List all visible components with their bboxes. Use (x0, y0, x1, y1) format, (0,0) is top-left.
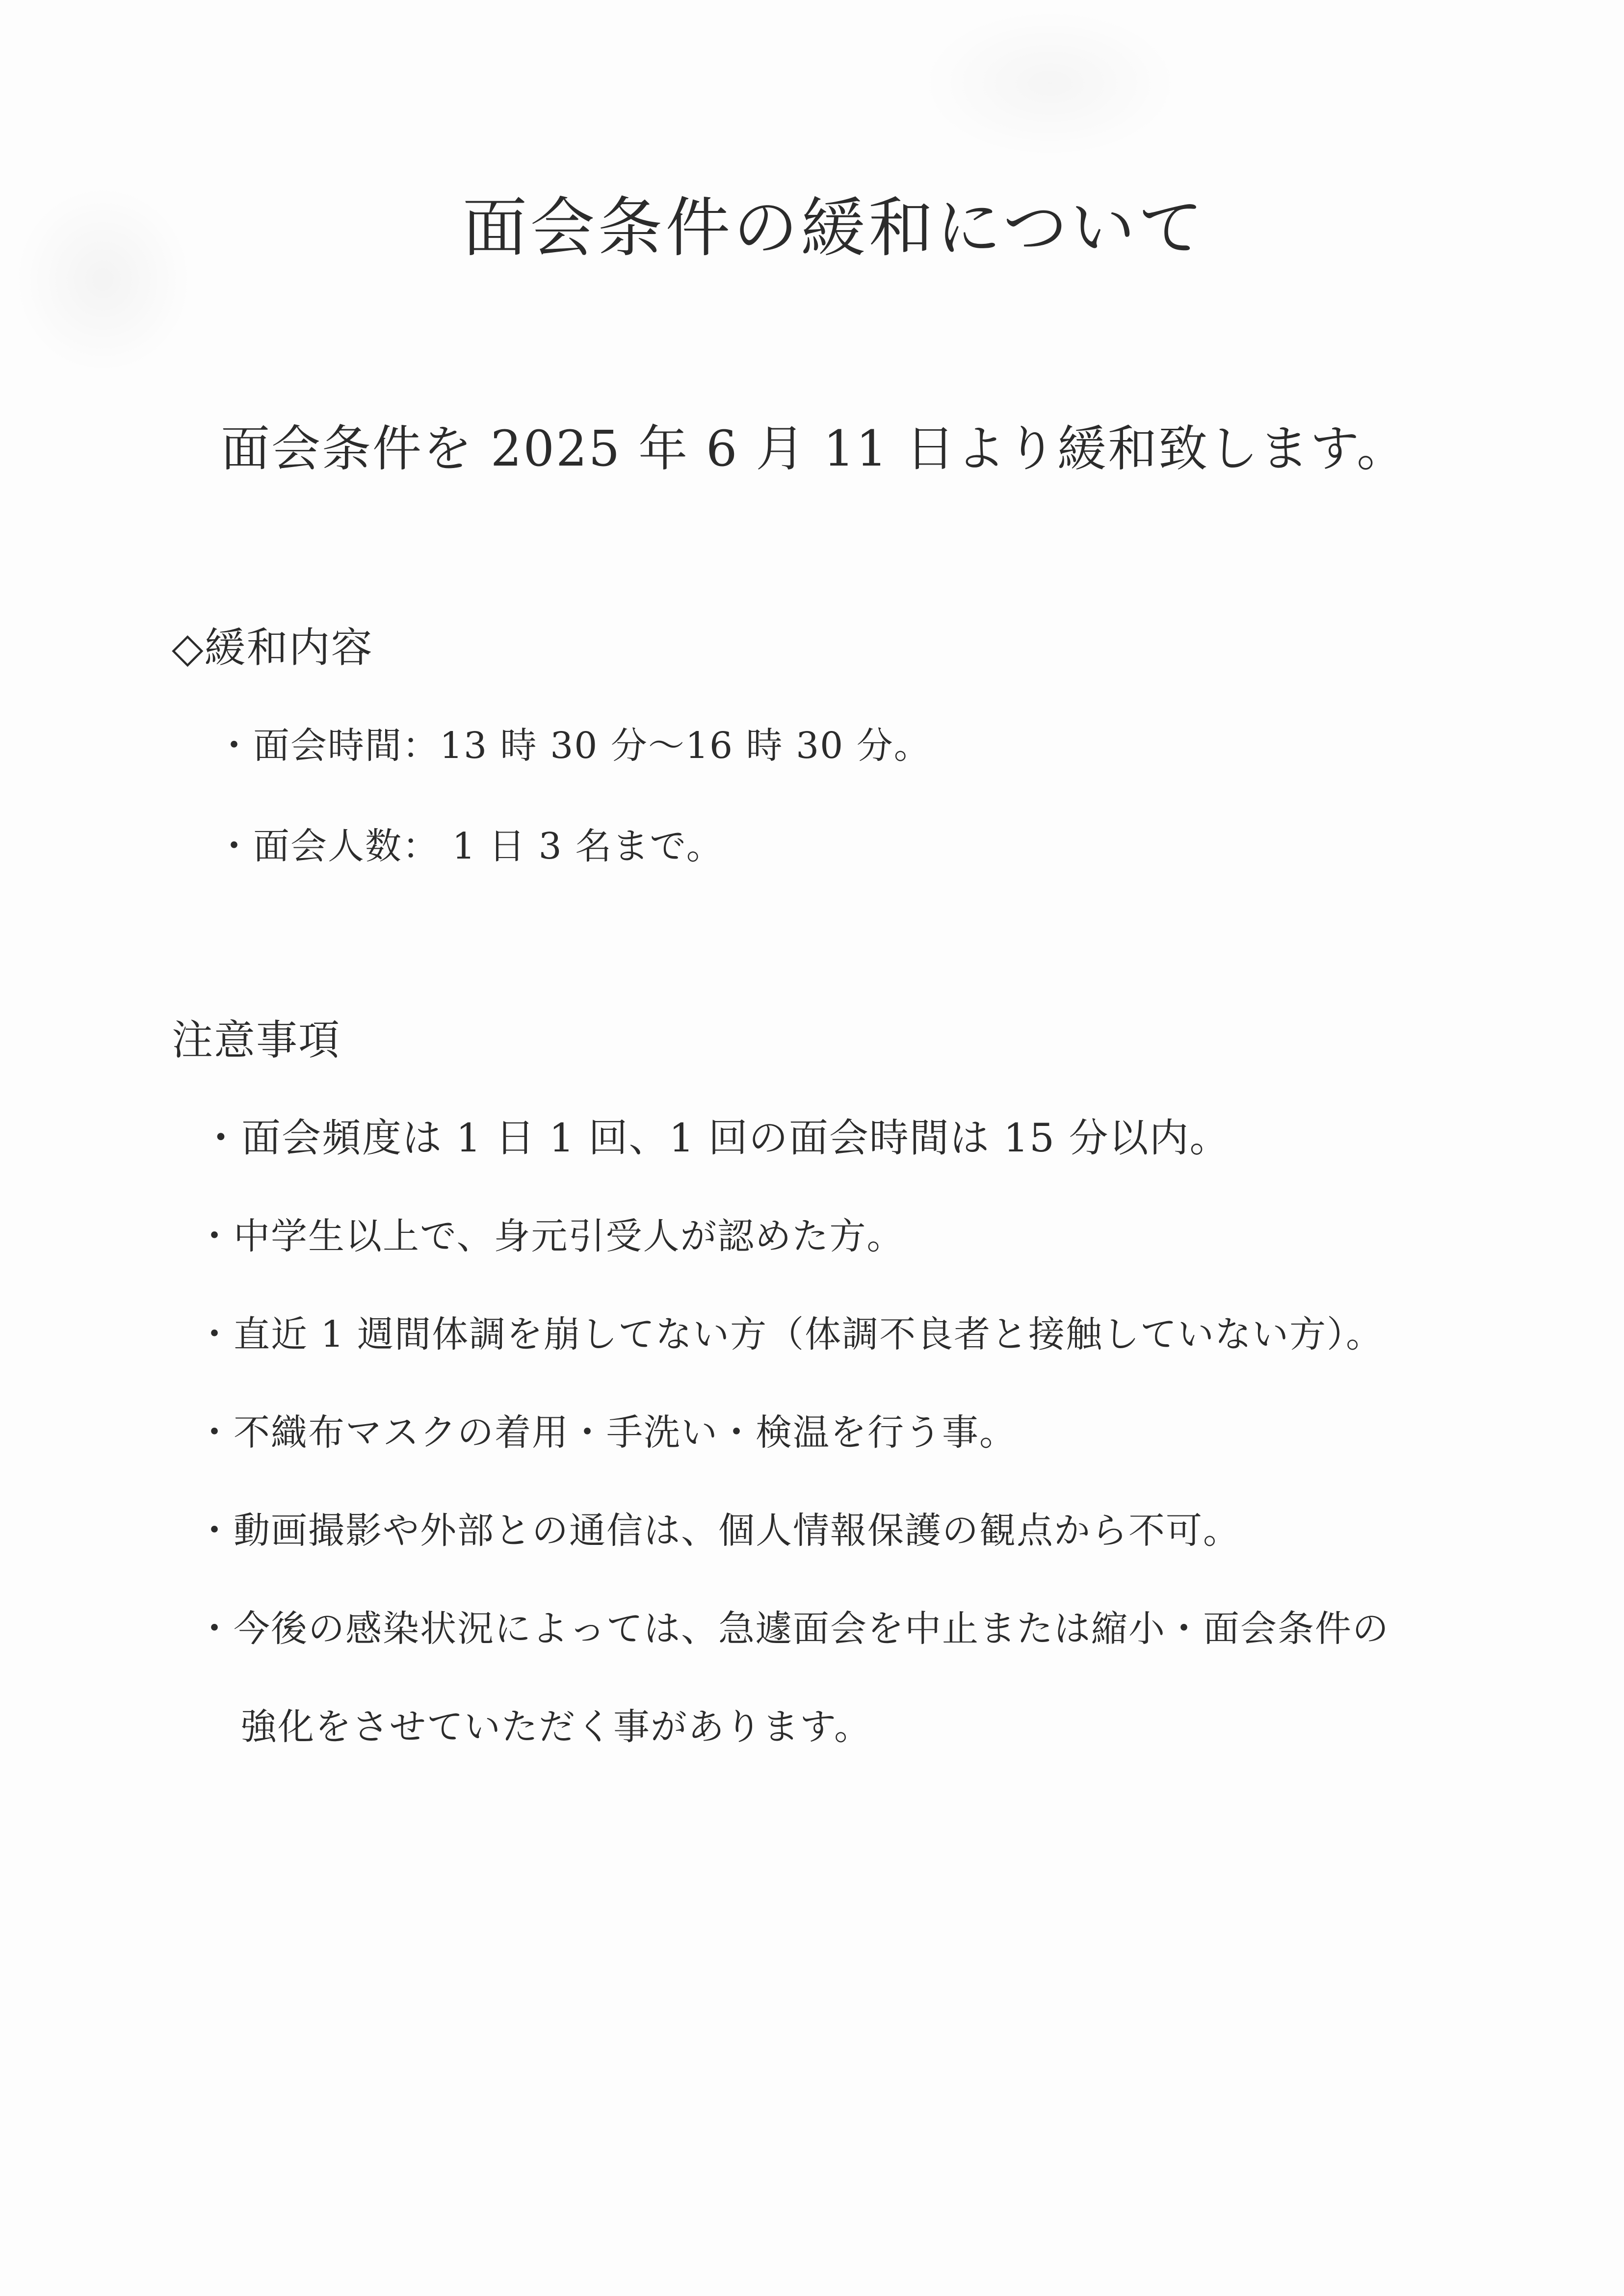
caution-item-infection-status: ・今後の感染状況によっては、急遽面会を中止または縮小・面会条件の (196, 1608, 1389, 1650)
lead-statement: 面会条件を 2025 年 6 月 11 日より緩和致します。 (221, 420, 1408, 477)
caution-item-recording: ・動画撮影や外部との通信は、個人情報保護の観点から不可。 (196, 1510, 1240, 1552)
relaxation-item-visiting-hours: ・面会時間：13 時 30 分～16 時 30 分。 (216, 725, 931, 767)
caution-item-infection-status-continued: 強化をさせていただく事があります。 (240, 1706, 872, 1748)
relaxation-item-visitor-count: ・面会人数： 1 日 3 名まで。 (216, 825, 724, 867)
document-title: 面会条件の緩和について (462, 190, 1206, 266)
caution-item-age: ・中学生以上で、身元引受人が認めた方。 (196, 1215, 904, 1257)
scan-smudge (922, 10, 1178, 157)
cautions-heading: 注意事項 (172, 1016, 341, 1064)
caution-item-health: ・直近 1 週間体調を崩してない方（体調不良者と接触していない方）。 (196, 1313, 1384, 1356)
caution-item-frequency: ・面会頻度は 1 日 1 回、1 回の面会時間は 15 分以内。 (201, 1115, 1230, 1161)
relaxation-heading: ◇緩和内容 (172, 624, 373, 672)
caution-item-mask: ・不織布マスクの着用・手洗い・検温を行う事。 (196, 1411, 1017, 1454)
